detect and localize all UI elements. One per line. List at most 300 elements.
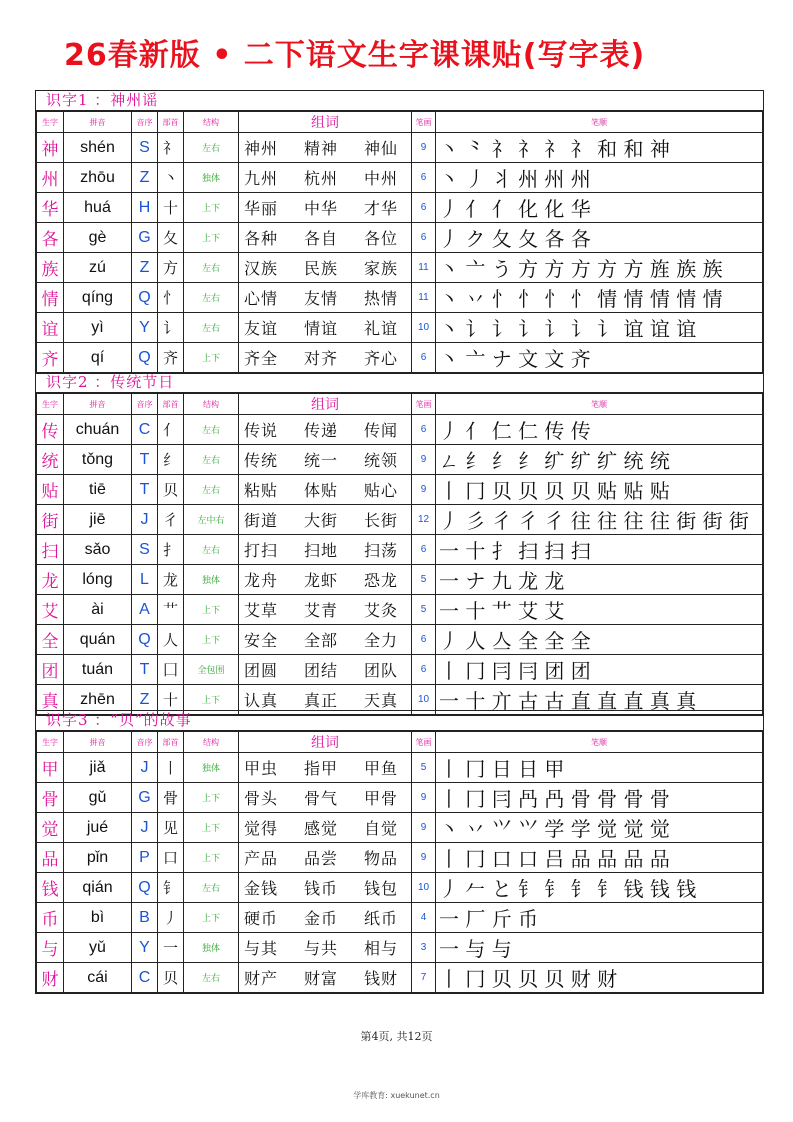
header-radical: 部首 (158, 112, 184, 133)
word: 友情 (304, 289, 339, 308)
word-group (239, 535, 412, 565)
table-row (37, 843, 763, 873)
stroke-count: 9 (412, 813, 436, 843)
structure: 左右 (184, 313, 239, 343)
stroke-count: 7 (412, 963, 436, 993)
pinyin: tǒng (64, 445, 132, 475)
pinyin-index: Y (132, 933, 158, 963)
pinyin: tuán (64, 655, 132, 685)
word-group (239, 903, 412, 933)
header-char: 生字 (37, 394, 64, 415)
stroke-count: 5 (412, 753, 436, 783)
word: 骨头 (244, 789, 279, 808)
page-title: 26春新版 • 二下语文生字课课贴(写字表) (64, 38, 646, 73)
character: 统 (37, 445, 64, 475)
word: 粘贴 (244, 481, 279, 500)
word: 龙虾 (304, 571, 339, 590)
header-strokes: 笔顺 (436, 112, 763, 133)
stroke-count: 11 (412, 253, 436, 283)
word: 齐心 (364, 349, 399, 368)
stroke-count: 11 (412, 283, 436, 313)
pinyin-index: Q (132, 625, 158, 655)
word: 传递 (304, 421, 339, 440)
header-structure: 结构 (184, 394, 239, 415)
pinyin: yǔ (64, 933, 132, 963)
stroke-count: 10 (412, 873, 436, 903)
table-row (37, 565, 763, 595)
header-count: 笔画 (412, 112, 436, 133)
word: 统一 (304, 451, 339, 470)
character: 品 (37, 843, 64, 873)
pinyin: chuán (64, 415, 132, 445)
radical: 齐 (158, 343, 184, 373)
word: 长街 (364, 511, 399, 530)
word: 齐全 (244, 349, 279, 368)
word: 甲骨 (364, 789, 399, 808)
word-group (239, 873, 412, 903)
radical: 十 (158, 685, 184, 715)
word: 甲虫 (244, 759, 279, 778)
structure: 上下 (184, 685, 239, 715)
pinyin: gè (64, 223, 132, 253)
radical: 见 (158, 813, 184, 843)
pinyin-index: T (132, 445, 158, 475)
character: 骨 (37, 783, 64, 813)
radical: 骨 (158, 783, 184, 813)
radical: 龙 (158, 565, 184, 595)
pinyin: ài (64, 595, 132, 625)
table-row (37, 903, 763, 933)
stroke-order: 丶 丿 丬 州 州 州 (436, 163, 763, 193)
stroke-count: 6 (412, 415, 436, 445)
word: 指甲 (304, 759, 339, 778)
stroke-order: 丶 亠 ナ 文 文 齐 (436, 343, 763, 373)
word: 情谊 (304, 319, 339, 338)
table-row (37, 343, 763, 373)
stroke-order: 丿 亻 仁 仁 传 传 (436, 415, 763, 445)
stroke-count: 9 (412, 843, 436, 873)
word: 艾草 (244, 601, 279, 620)
word: 自觉 (364, 819, 399, 838)
word-group (239, 415, 412, 445)
word: 纸币 (364, 909, 399, 928)
stroke-count: 6 (412, 343, 436, 373)
radical: 一 (158, 933, 184, 963)
stroke-order: ㄥ 纟 纟 纟 纩 纩 纩 统 统 (436, 445, 763, 475)
header-structure: 结构 (184, 112, 239, 133)
pinyin: jiē (64, 505, 132, 535)
word-group (239, 783, 412, 813)
radical: 口 (158, 843, 184, 873)
word: 杭州 (304, 169, 339, 188)
word: 扫地 (304, 541, 339, 560)
table-row (37, 133, 763, 163)
word-group (239, 963, 412, 993)
pinyin-index: Z (132, 163, 158, 193)
pinyin: zhōu (64, 163, 132, 193)
table-row (37, 813, 763, 843)
table-row (37, 933, 763, 963)
word: 贴心 (364, 481, 399, 500)
pinyin: yì (64, 313, 132, 343)
header-structure: 结构 (184, 732, 239, 753)
pinyin: zhēn (64, 685, 132, 715)
stroke-order: 丿 人 亼 全 全 全 (436, 625, 763, 655)
pinyin-index: S (132, 535, 158, 565)
pinyin: bì (64, 903, 132, 933)
pinyin-index: J (132, 813, 158, 843)
pinyin: tiē (64, 475, 132, 505)
word: 各位 (364, 229, 399, 248)
radical: 十 (158, 193, 184, 223)
stroke-order: 一 厂 斤 币 (436, 903, 763, 933)
character: 真 (37, 685, 64, 715)
word: 安全 (244, 631, 279, 650)
word: 财产 (244, 969, 279, 988)
pinyin: qián (64, 873, 132, 903)
character: 街 (37, 505, 64, 535)
radical: 贝 (158, 963, 184, 993)
word: 全部 (304, 631, 339, 650)
character: 谊 (37, 313, 64, 343)
word: 团圆 (244, 661, 279, 680)
character: 财 (37, 963, 64, 993)
word: 中州 (364, 169, 399, 188)
character: 甲 (37, 753, 64, 783)
table-row (37, 595, 763, 625)
word: 财富 (304, 969, 339, 988)
word: 认真 (244, 691, 279, 710)
header-pinyin: 拼音 (64, 112, 132, 133)
pinyin-index: Q (132, 283, 158, 313)
structure: 左右 (184, 253, 239, 283)
pinyin: sǎo (64, 535, 132, 565)
pinyin: pǐn (64, 843, 132, 873)
table-row (37, 963, 763, 993)
word-group (239, 655, 412, 685)
table-row (37, 283, 763, 313)
word: 硬币 (244, 909, 279, 928)
stroke-count: 10 (412, 685, 436, 715)
header-pinyin: 拼音 (64, 732, 132, 753)
pinyin-index: P (132, 843, 158, 873)
structure: 左右 (184, 133, 239, 163)
word-group (239, 565, 412, 595)
word: 金币 (304, 909, 339, 928)
structure: 左右 (184, 283, 239, 313)
pinyin: quán (64, 625, 132, 655)
stroke-count: 6 (412, 223, 436, 253)
word: 恐龙 (364, 571, 399, 590)
stroke-order: 丶 讠 讠 讠 讠 讠 讠 谊 谊 谊 (436, 313, 763, 343)
pinyin-index: B (132, 903, 158, 933)
pinyin-index: L (132, 565, 158, 595)
word: 与其 (244, 939, 279, 958)
radical: 丨 (158, 753, 184, 783)
structure: 左右 (184, 873, 239, 903)
radical: 彳 (158, 505, 184, 535)
stroke-count: 9 (412, 445, 436, 475)
pinyin-index: T (132, 655, 158, 685)
structure: 独体 (184, 753, 239, 783)
stroke-count: 9 (412, 133, 436, 163)
pinyin: zú (64, 253, 132, 283)
structure: 上下 (184, 343, 239, 373)
word: 龙舟 (244, 571, 279, 590)
word-group (239, 133, 412, 163)
pinyin-index: Q (132, 873, 158, 903)
pinyin: qí (64, 343, 132, 373)
character: 觉 (37, 813, 64, 843)
radical: 囗 (158, 655, 184, 685)
table-row (37, 445, 763, 475)
stroke-count: 9 (412, 475, 436, 505)
word: 各种 (244, 229, 279, 248)
structure: 上下 (184, 193, 239, 223)
word: 打扫 (244, 541, 279, 560)
character: 传 (37, 415, 64, 445)
table-row (37, 655, 763, 685)
word: 艾灸 (364, 601, 399, 620)
lesson-section (35, 90, 764, 374)
word: 精神 (304, 139, 339, 158)
word-group (239, 283, 412, 313)
radical: 纟 (158, 445, 184, 475)
word-group (239, 843, 412, 873)
header-pinyin: 拼音 (64, 394, 132, 415)
table-row (37, 783, 763, 813)
stroke-order: 丶 亠 う 方 方 方 方 方 旌 族 族 (436, 253, 763, 283)
character: 华 (37, 193, 64, 223)
word: 团队 (364, 661, 399, 680)
table-row (37, 415, 763, 445)
word: 品尝 (304, 849, 339, 868)
word: 中华 (304, 199, 339, 218)
word-group (239, 313, 412, 343)
structure: 独体 (184, 933, 239, 963)
word: 各自 (304, 229, 339, 248)
stroke-order: 一 与 与 (436, 933, 763, 963)
structure: 上下 (184, 595, 239, 625)
pinyin: lóng (64, 565, 132, 595)
structure: 上下 (184, 223, 239, 253)
word: 大街 (304, 511, 339, 530)
structure: 左右 (184, 963, 239, 993)
pinyin-index: A (132, 595, 158, 625)
stroke-count: 6 (412, 625, 436, 655)
character-table (36, 111, 763, 373)
character: 情 (37, 283, 64, 313)
structure: 上下 (184, 843, 239, 873)
table-row (37, 223, 763, 253)
header-char: 生字 (37, 112, 64, 133)
stroke-count: 5 (412, 595, 436, 625)
lesson-heading: 识字1 ：神州谣 (36, 91, 763, 111)
word: 神仙 (364, 139, 399, 158)
header-words: 组词 (239, 732, 412, 753)
table-header-row (37, 394, 763, 415)
pinyin-index: Z (132, 685, 158, 715)
radical: 忄 (158, 283, 184, 313)
header-words: 组词 (239, 394, 412, 415)
character: 钱 (37, 873, 64, 903)
table-row (37, 873, 763, 903)
word: 家族 (364, 259, 399, 278)
stroke-count: 9 (412, 783, 436, 813)
page-number: 第4页, 共12页 (360, 1030, 433, 1043)
radical: 亻 (158, 415, 184, 445)
table-row (37, 163, 763, 193)
word: 真正 (304, 691, 339, 710)
radical: 扌 (158, 535, 184, 565)
stroke-count: 3 (412, 933, 436, 963)
stroke-count: 6 (412, 193, 436, 223)
stroke-count: 4 (412, 903, 436, 933)
character: 龙 (37, 565, 64, 595)
header-index: 音序 (132, 112, 158, 133)
word-group (239, 813, 412, 843)
stroke-order: 一 十 扌 扫 扫 扫 (436, 535, 763, 565)
table-row (37, 625, 763, 655)
word-group (239, 933, 412, 963)
radical: 人 (158, 625, 184, 655)
table-header-row (37, 112, 763, 133)
word-group (239, 343, 412, 373)
word: 体贴 (304, 481, 339, 500)
pinyin: jiǎ (64, 753, 132, 783)
word-group (239, 193, 412, 223)
word: 街道 (244, 511, 279, 530)
header-strokes: 笔顺 (436, 732, 763, 753)
word: 艾青 (304, 601, 339, 620)
stroke-order: 一 十 艹 艾 艾 (436, 595, 763, 625)
word-group (239, 625, 412, 655)
character: 州 (37, 163, 64, 193)
stroke-order: 丨 冂 贝 贝 贝 贝 贴 贴 贴 (436, 475, 763, 505)
word: 扫荡 (364, 541, 399, 560)
stroke-count: 6 (412, 535, 436, 565)
pinyin: cái (64, 963, 132, 993)
word: 热情 (364, 289, 399, 308)
stroke-order: 丨 冂 贝 贝 贝 财 财 (436, 963, 763, 993)
character: 团 (37, 655, 64, 685)
structure: 左右 (184, 445, 239, 475)
character: 族 (37, 253, 64, 283)
stroke-count: 5 (412, 565, 436, 595)
word-group (239, 253, 412, 283)
word: 才华 (364, 199, 399, 218)
structure: 独体 (184, 565, 239, 595)
word: 汉族 (244, 259, 279, 278)
word: 传闻 (364, 421, 399, 440)
header-index: 音序 (132, 732, 158, 753)
pinyin: jué (64, 813, 132, 843)
stroke-order: 丶 丷 忄 忄 忄 忄 情 情 情 情 情 (436, 283, 763, 313)
word: 华丽 (244, 199, 279, 218)
pinyin-index: C (132, 963, 158, 993)
header-radical: 部首 (158, 732, 184, 753)
table-row (37, 753, 763, 783)
stroke-count: 10 (412, 313, 436, 343)
word: 统领 (364, 451, 399, 470)
word: 礼谊 (364, 319, 399, 338)
word: 全力 (364, 631, 399, 650)
word: 心情 (244, 289, 279, 308)
pinyin-index: Y (132, 313, 158, 343)
table-row (37, 313, 763, 343)
stroke-order: 丨 冂 冃 冎 冎 骨 骨 骨 骨 (436, 783, 763, 813)
pinyin-index: H (132, 193, 158, 223)
stroke-order: 丶 丷 ⺍ ⺍ 学 学 觉 觉 觉 (436, 813, 763, 843)
radical: 礻 (158, 133, 184, 163)
header-strokes: 笔顺 (436, 394, 763, 415)
pinyin: shén (64, 133, 132, 163)
structure: 左中右 (184, 505, 239, 535)
table-row (37, 193, 763, 223)
character: 与 (37, 933, 64, 963)
stroke-order: 丨 冂 冃 冃 团 团 (436, 655, 763, 685)
pinyin: gǔ (64, 783, 132, 813)
structure: 全包围 (184, 655, 239, 685)
stroke-count: 6 (412, 163, 436, 193)
structure: 独体 (184, 163, 239, 193)
table-header-row (37, 732, 763, 753)
word-group (239, 163, 412, 193)
pinyin-index: J (132, 505, 158, 535)
stroke-count: 6 (412, 655, 436, 685)
stroke-order: 丶 ⺀ 礻 礻 礻 礻 和 和 神 (436, 133, 763, 163)
word: 金钱 (244, 879, 279, 898)
structure: 上下 (184, 903, 239, 933)
stroke-count: 12 (412, 505, 436, 535)
word: 与共 (304, 939, 339, 958)
character: 币 (37, 903, 64, 933)
structure: 左右 (184, 475, 239, 505)
structure: 上下 (184, 625, 239, 655)
pinyin: huá (64, 193, 132, 223)
structure: 上下 (184, 783, 239, 813)
stroke-order: 丨 冂 日 日 甲 (436, 753, 763, 783)
pinyin-index: G (132, 223, 158, 253)
word: 神州 (244, 139, 279, 158)
character: 神 (37, 133, 64, 163)
character-table (36, 731, 763, 993)
word: 钱币 (304, 879, 339, 898)
character: 艾 (37, 595, 64, 625)
character: 各 (37, 223, 64, 253)
pinyin-index: S (132, 133, 158, 163)
word: 骨气 (304, 789, 339, 808)
pinyin-index: Z (132, 253, 158, 283)
stroke-order: 一 ナ 九 龙 龙 (436, 565, 763, 595)
word-group (239, 753, 412, 783)
word: 团结 (304, 661, 339, 680)
character: 全 (37, 625, 64, 655)
radical: 艹 (158, 595, 184, 625)
word: 钱财 (364, 969, 399, 988)
word: 相与 (364, 939, 399, 958)
table-row (37, 535, 763, 565)
header-count: 笔画 (412, 732, 436, 753)
radical: 丿 (158, 903, 184, 933)
header-words: 组词 (239, 112, 412, 133)
radical: 讠 (158, 313, 184, 343)
pinyin-index: Q (132, 343, 158, 373)
header-count: 笔画 (412, 394, 436, 415)
stroke-order: 丿 𠂉 と 钅 钅 钅 钅 钱 钱 钱 (436, 873, 763, 903)
pinyin-index: G (132, 783, 158, 813)
word: 感觉 (304, 819, 339, 838)
